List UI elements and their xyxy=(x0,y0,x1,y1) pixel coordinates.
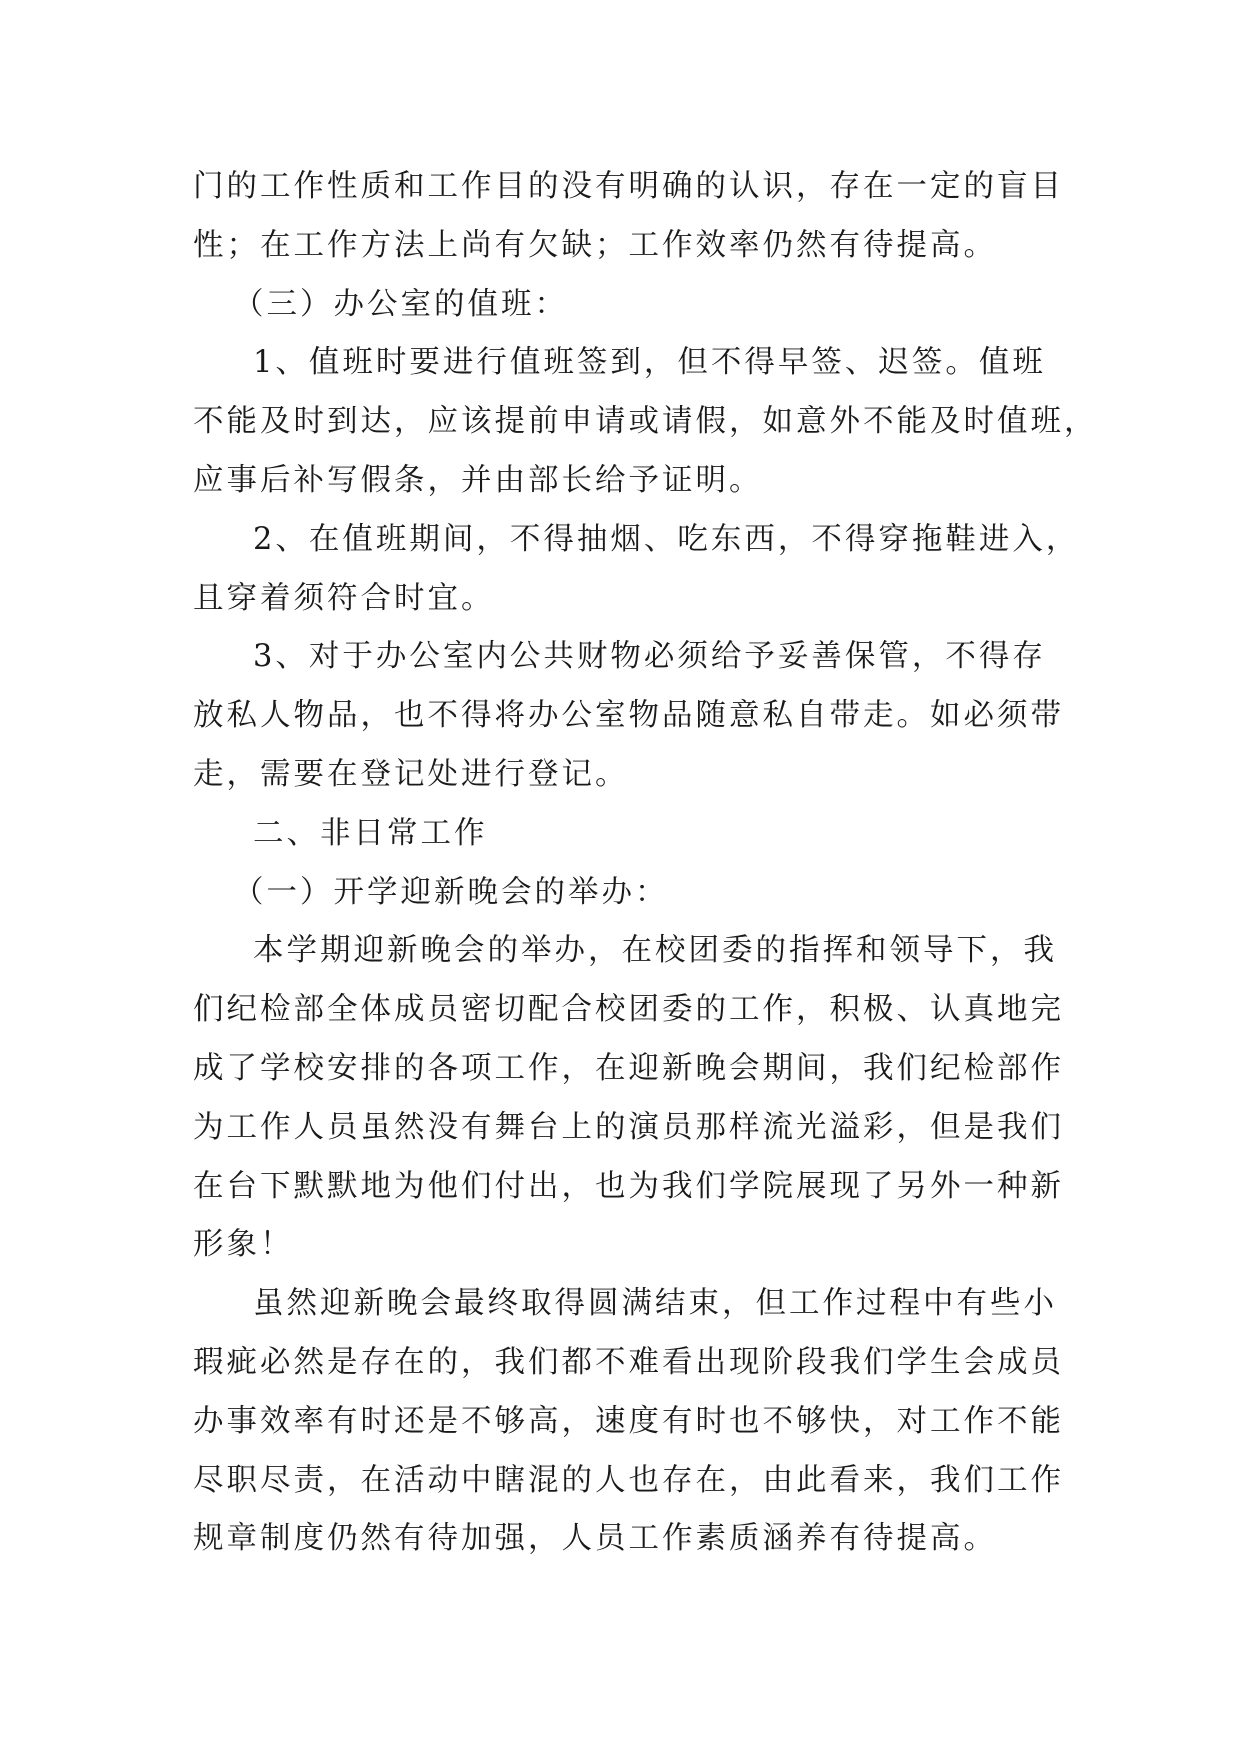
section-heading: （一）开学迎新晚会的举办： xyxy=(233,874,669,910)
text-line: 本学期迎新晚会的举办，在校团委的指挥和领导下，我 xyxy=(253,933,1057,969)
text-line: 瑕疵必然是存在的，我们都不难看出现阶段我们学生会成员 xyxy=(193,1344,1064,1380)
text-line: 成了学校安排的各项工作，在迎新晚会期间，我们纪检部作 xyxy=(193,1050,1064,1086)
text-line: 2、在值班期间，不得抽烟、吃东西，不得穿拖鞋进入， xyxy=(253,521,1080,557)
text-line: 办事效率有时还是不够高，速度有时也不够快，对工作不能 xyxy=(193,1403,1064,1439)
text-line: 们纪检部全体成员密切配合校团委的工作，积极、认真地完 xyxy=(193,992,1064,1028)
text-line: 门的工作性质和工作目的没有明确的认识，存在一定的盲目 xyxy=(193,169,1064,204)
text-line: 且穿着须符合时宜。 xyxy=(193,580,495,616)
text-line: 虽然迎新晚会最终取得圆满结束，但工作过程中有些小 xyxy=(253,1286,1057,1322)
text-line: 走，需要在登记处进行登记。 xyxy=(193,756,629,792)
text-line: 尽职尽责，在活动中瞎混的人也存在，由此看来，我们工作 xyxy=(193,1462,1064,1498)
document-body xyxy=(193,158,1098,1569)
text-line: 不能及时到达，应该提前申请或请假，如意外不能及时值班， xyxy=(193,404,1098,440)
text-line: 应事后补写假条，并由部长给予证明。 xyxy=(193,462,763,498)
text-line: 规章制度仍然有待加强，人员工作素质涵养有待提高。 xyxy=(193,1521,997,1557)
text-line: 3、对于办公室内公共财物必须给予妥善保管，不得存 xyxy=(253,639,1046,675)
text-line: 1、值班时要进行值班签到，但不得早签、迟签。值班 xyxy=(253,345,1046,381)
text-line: 性；在工作方法上尚有欠缺；工作效率仍然有待提高。 xyxy=(193,227,997,263)
section-heading: 二、非日常工作 xyxy=(253,815,488,851)
text-line: 在台下默默地为他们付出，也为我们学院展现了另外一种新 xyxy=(193,1168,1064,1204)
text-line: 放私人物品，也不得将办公室物品随意私自带走。如必须带 xyxy=(193,698,1064,734)
text-line: 形象！ xyxy=(193,1227,294,1263)
section-heading: （三）办公室的值班： xyxy=(233,286,568,322)
text-line: 为工作人员虽然没有舞台上的演员那样流光溢彩，但是我们 xyxy=(193,1109,1064,1145)
